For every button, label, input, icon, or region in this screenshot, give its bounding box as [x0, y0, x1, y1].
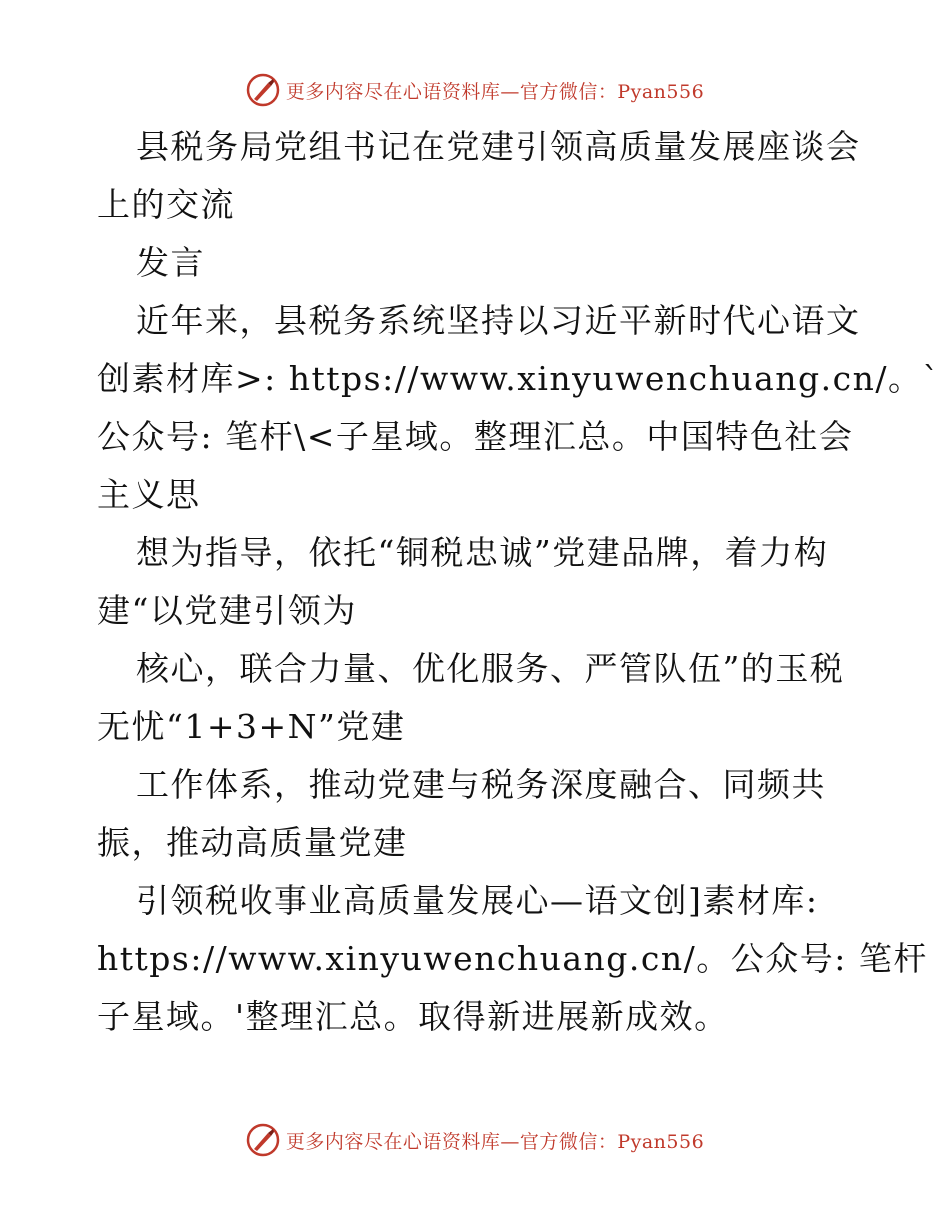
header-banner	[0, 70, 950, 110]
text-line: 公众号: 笔杆\<子星域。整理汇总。中国特色社会	[97, 417, 854, 456]
text-line: 振，推动高质量党建	[97, 823, 408, 862]
text-line: 县税务局党组书记在党建引领高质量发展座谈会	[136, 127, 861, 166]
footer-banner-text: 更多内容尽在心语资料库—官方微信：Pyan556	[285, 1130, 705, 1153]
text-line: 发言	[136, 243, 205, 282]
text-line: 子星域。'整理汇总。取得新进展新成效。	[97, 997, 729, 1036]
footer-banner	[0, 1120, 950, 1160]
quill-pen-logo-icon	[246, 73, 280, 107]
document-body	[97, 118, 941, 1046]
text-line: 无忧“1+3+N”党建	[97, 707, 406, 746]
text-line: 近年来，县税务系统坚持以习近平新时代心语文	[136, 301, 861, 340]
text-line: https://www.xinyuwenchuang.cn/。公众号: 笔杆	[97, 939, 928, 978]
text-line: 想为指导，依托“铜税忠诚”党建品牌，着力构	[136, 533, 829, 572]
text-line: 建“以党建引领为	[97, 591, 357, 630]
text-line: 创素材库>: https://www.xinyuwenchuang.cn/。`	[97, 359, 941, 398]
text-line: 主义思	[97, 475, 201, 514]
header-banner-text: 更多内容尽在心语资料库—官方微信：Pyan556	[285, 80, 705, 103]
quill-pen-logo-icon	[246, 1123, 280, 1157]
text-line: 引领税收事业高质量发展心—语文创]素材库:	[136, 881, 819, 920]
text-line: 上的交流	[97, 185, 235, 224]
text-line: 核心，联合力量、优化服务、严管队伍”的玉税	[136, 649, 845, 688]
text-line: 工作体系，推动党建与税务深度融合、同频共	[136, 765, 826, 804]
